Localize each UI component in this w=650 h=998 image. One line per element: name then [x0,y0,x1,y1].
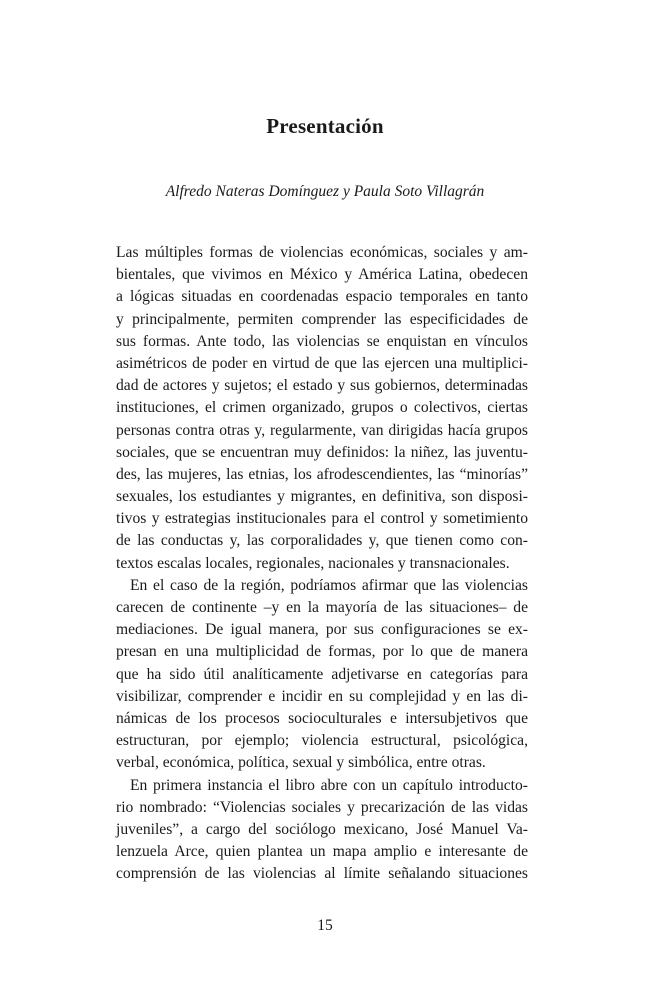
text-line: Las múltiples formas de violencias económicas, sociales y am- [116,244,528,261]
text-line: dad de actores y sujetos; el estado y sus gobiernos, determinadas [116,377,528,395]
text-line: sociales, que se encuentran muy definidos: la niñez, las juventu- [116,443,528,461]
text-line: que ha sido útil analíticamente adjetivarse en categorías para [116,665,528,683]
text-line: sus formas. Ante todo, las violencias se enquistan en vínculos [116,332,528,350]
body-text [116,242,528,885]
text-line: verbal, económica, política, sexual y simbólica, entre otras. [116,754,486,772]
text-line: comprensión de las violencias al límite señalando situaciones [116,865,528,883]
text-line: de las conductas y, las corporalidades y, que tienen como con- [116,532,528,550]
text-line: sexuales, los estudiantes y migrantes, en definitiva, son disposi- [116,488,528,506]
text-line: des, las mujeres, las etnias, los afrodescendientes, las “minorías” [116,465,528,483]
text-line: rio nombrado: “Violencias sociales y precarización de las vidas [116,798,528,816]
text-line: námicas de los procesos socioculturales e intersubjetivos que [116,709,528,727]
text-line: estructuran, por ejemplo; violencia estructural, psicológica, [116,732,528,750]
text-line: presan en una multiplicidad de formas, por lo que de manera [116,643,528,661]
text-line: tivos y estrategias institucionales para el control y sometimiento [116,510,528,528]
text-line: En primera instancia el libro abre con un capítulo introducto- [130,776,528,794]
text-line: asimétricos de poder en virtud de que las ejercen una multiplici- [116,354,528,372]
text-line: visibilizar, comprender e incidir en su complejidad y en las di- [116,687,528,705]
text-line: carecen de continente –y en la mayoría de las situaciones– de [116,599,528,616]
text-line: personas contra otras y, regularmente, van dirigidas hacía grupos [116,421,528,439]
text-line: textos escalas locales, regionales, nacionales y transnacionales. [116,554,510,572]
text-line: y principalmente, permiten comprender las especificidades de [116,310,528,328]
text-line: mediaciones. De igual manera, por sus configuraciones se ex- [116,621,528,639]
text-line: bientales, que vivimos en México y América Latina, obedecen [116,266,528,284]
text-line: En el caso de la región, podríamos afirmar que las violencias [130,576,528,594]
text-line: juveniles”, a cargo del sociólogo mexicano, José Manuel Va- [116,820,528,838]
text-line: instituciones, el crimen organizado, grupos o colectivos, ciertas [116,399,528,417]
text-line: lenzuela Arce, quien plantea un mapa amplio e interesante de [116,843,528,861]
page-title: Presentación [266,114,384,138]
page-number: 15 [317,917,333,934]
text-line: a lógicas situadas en coordenadas espacio temporales en tanto [116,288,528,306]
authors-byline: Alfredo Nateras Domínguez y Paula Soto Villagrán [165,183,485,200]
